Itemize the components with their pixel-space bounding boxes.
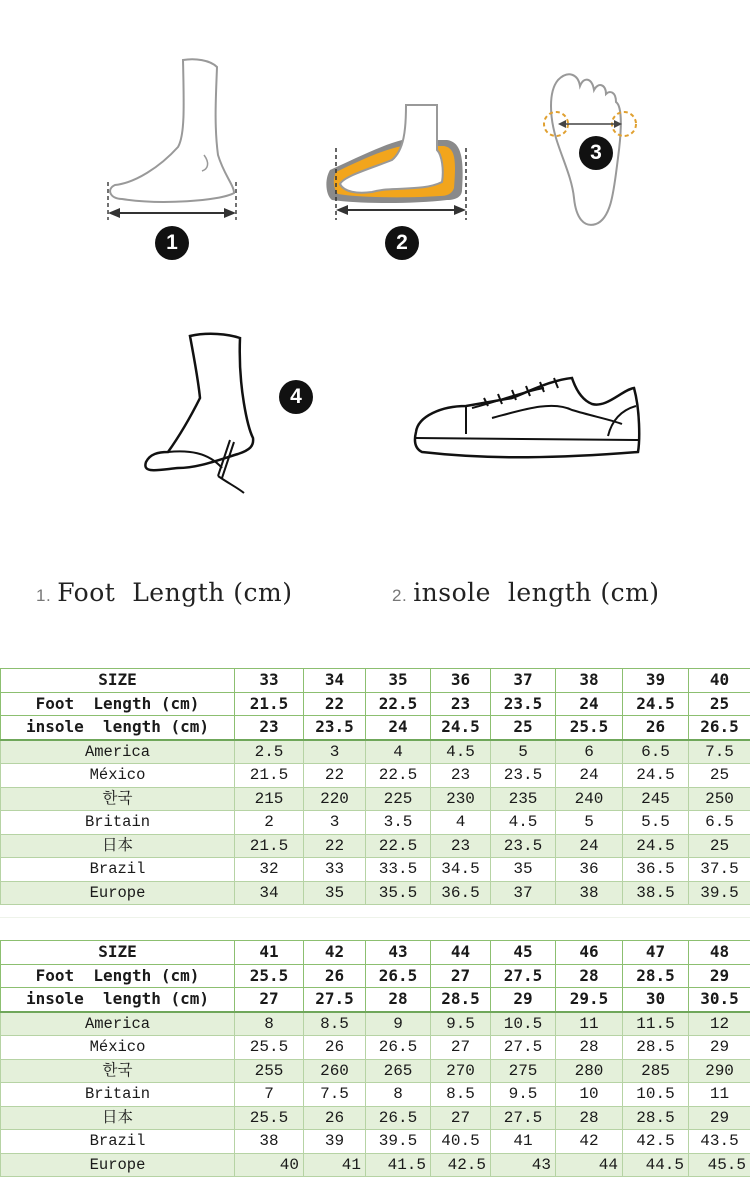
header-row xyxy=(1,692,750,716)
header-value-cell: 28 xyxy=(556,964,623,988)
header-value-cell: 26.5 xyxy=(366,964,431,988)
header-value-cell: 27.5 xyxy=(491,964,556,988)
header-label-cell: SIZE xyxy=(1,669,235,693)
size-table-2 xyxy=(0,940,750,1177)
size-value-cell: 41.5 xyxy=(366,1153,431,1177)
size-value-cell: 2.5 xyxy=(235,740,304,764)
caption-text: insole length (cm) xyxy=(413,578,659,607)
size-value-cell: 38 xyxy=(235,1130,304,1154)
header-value-cell: 25 xyxy=(689,692,750,716)
region-label-cell: Britain xyxy=(1,1083,235,1107)
size-value-cell: 25.5 xyxy=(235,1036,304,1060)
header-value-cell: 27.5 xyxy=(304,988,366,1012)
header-value-cell: 35 xyxy=(366,669,431,693)
size-value-cell: 35.5 xyxy=(366,881,431,905)
header-value-cell: 25 xyxy=(491,716,556,740)
size-value-cell: 42.5 xyxy=(431,1153,491,1177)
size-value-cell: 25 xyxy=(689,834,750,858)
foot-side-illustration xyxy=(100,55,245,225)
size-value-cell: 9.5 xyxy=(491,1083,556,1107)
size-value-cell: 10.5 xyxy=(491,1012,556,1036)
header-value-cell: 30.5 xyxy=(689,988,750,1012)
size-value-cell: 8.5 xyxy=(304,1012,366,1036)
caption-insole-length xyxy=(392,578,660,607)
size-value-cell: 3 xyxy=(304,740,366,764)
header-value-cell: 21.5 xyxy=(235,692,304,716)
size-value-cell: 36.5 xyxy=(623,858,689,882)
region-label-cell: Brazil xyxy=(1,858,235,882)
header-label-cell: Foot Length (cm) xyxy=(1,964,235,988)
size-value-cell: 4.5 xyxy=(491,811,556,835)
size-value-cell: 44 xyxy=(556,1153,623,1177)
size-value-cell: 38 xyxy=(556,881,623,905)
header-value-cell: 29 xyxy=(689,964,750,988)
size-value-cell: 5.5 xyxy=(623,811,689,835)
size-value-cell: 11 xyxy=(689,1083,750,1107)
header-value-cell: 39 xyxy=(623,669,689,693)
header-value-cell: 34 xyxy=(304,669,366,693)
size-value-cell: 38.5 xyxy=(623,881,689,905)
size-value-cell: 22.5 xyxy=(366,764,431,788)
insole-illustration xyxy=(322,100,477,220)
size-value-cell: 40.5 xyxy=(431,1130,491,1154)
size-value-cell: 5 xyxy=(556,811,623,835)
size-value-cell: 27 xyxy=(431,1036,491,1060)
table-row xyxy=(1,740,750,764)
header-value-cell: 30 xyxy=(623,988,689,1012)
size-value-cell: 275 xyxy=(491,1059,556,1083)
size-value-cell: 9 xyxy=(366,1012,431,1036)
size-value-cell: 27.5 xyxy=(491,1106,556,1130)
size-value-cell: 8 xyxy=(235,1012,304,1036)
header-value-cell: 47 xyxy=(623,941,689,965)
region-label-cell: México xyxy=(1,1036,235,1060)
region-label-cell: Europe xyxy=(1,881,235,905)
size-value-cell: 39.5 xyxy=(689,881,750,905)
header-value-cell: 48 xyxy=(689,941,750,965)
size-value-cell: 11 xyxy=(556,1012,623,1036)
badge-1-icon: 1 xyxy=(155,226,189,260)
size-value-cell: 39 xyxy=(304,1130,366,1154)
size-value-cell: 32 xyxy=(235,858,304,882)
header-value-cell: 40 xyxy=(689,669,750,693)
size-value-cell: 27.5 xyxy=(491,1036,556,1060)
header-value-cell: 24 xyxy=(556,692,623,716)
size-value-cell: 8.5 xyxy=(431,1083,491,1107)
region-label-cell: 한국 xyxy=(1,787,235,811)
table-row xyxy=(1,811,750,835)
size-value-cell: 44.5 xyxy=(623,1153,689,1177)
size-value-cell: 250 xyxy=(689,787,750,811)
header-label-cell: insole length (cm) xyxy=(1,716,235,740)
header-value-cell: 22 xyxy=(304,692,366,716)
header-value-cell: 43 xyxy=(366,941,431,965)
size-value-cell: 9.5 xyxy=(431,1012,491,1036)
caption-number: 2. xyxy=(392,586,407,605)
header-value-cell: 33 xyxy=(235,669,304,693)
table-row xyxy=(1,1130,750,1154)
size-value-cell: 25.5 xyxy=(235,1106,304,1130)
header-value-cell: 45 xyxy=(491,941,556,965)
size-value-cell: 42 xyxy=(556,1130,623,1154)
header-value-cell: 29.5 xyxy=(556,988,623,1012)
header-value-cell: 23 xyxy=(235,716,304,740)
size-value-cell: 4.5 xyxy=(431,740,491,764)
size-value-cell: 33 xyxy=(304,858,366,882)
size-value-cell: 11.5 xyxy=(623,1012,689,1036)
size-value-cell: 240 xyxy=(556,787,623,811)
header-value-cell: 24.5 xyxy=(623,692,689,716)
size-value-cell: 230 xyxy=(431,787,491,811)
header-value-cell: 29 xyxy=(491,988,556,1012)
table-row xyxy=(1,834,750,858)
header-value-cell: 26.5 xyxy=(689,716,750,740)
region-label-cell: 日本 xyxy=(1,1106,235,1130)
size-value-cell: 34 xyxy=(235,881,304,905)
foot-girth-illustration xyxy=(138,328,258,498)
table-row xyxy=(1,764,750,788)
region-label-cell: 한국 xyxy=(1,1059,235,1083)
caption-number: 1. xyxy=(36,586,51,605)
size-value-cell: 5 xyxy=(491,740,556,764)
size-value-cell: 34.5 xyxy=(431,858,491,882)
header-value-cell: 24.5 xyxy=(431,716,491,740)
size-value-cell: 26.5 xyxy=(366,1036,431,1060)
table-row xyxy=(1,787,750,811)
size-value-cell: 39.5 xyxy=(366,1130,431,1154)
size-value-cell: 6.5 xyxy=(623,740,689,764)
size-value-cell: 265 xyxy=(366,1059,431,1083)
header-value-cell: 24 xyxy=(366,716,431,740)
header-value-cell: 23 xyxy=(431,692,491,716)
header-value-cell: 42 xyxy=(304,941,366,965)
header-row xyxy=(1,669,750,693)
badge-4-icon: 4 xyxy=(279,380,313,414)
header-row xyxy=(1,716,750,740)
header-value-cell: 25.5 xyxy=(235,964,304,988)
size-value-cell: 24.5 xyxy=(623,834,689,858)
size-value-cell: 28.5 xyxy=(623,1036,689,1060)
size-value-cell: 10 xyxy=(556,1083,623,1107)
size-value-cell: 260 xyxy=(304,1059,366,1083)
region-label-cell: Europe xyxy=(1,1153,235,1177)
caption-text: Foot Length (cm) xyxy=(57,578,292,607)
header-value-cell: 27 xyxy=(431,964,491,988)
size-value-cell: 24 xyxy=(556,764,623,788)
size-value-cell: 28 xyxy=(556,1106,623,1130)
badge-3-icon: 3 xyxy=(579,136,613,170)
size-value-cell: 23 xyxy=(431,764,491,788)
table-row xyxy=(1,1083,750,1107)
size-value-cell: 6 xyxy=(556,740,623,764)
size-value-cell: 215 xyxy=(235,787,304,811)
size-value-cell: 28 xyxy=(556,1036,623,1060)
size-value-cell: 4 xyxy=(431,811,491,835)
region-label-cell: México xyxy=(1,764,235,788)
size-value-cell: 37.5 xyxy=(689,858,750,882)
size-value-cell: 28.5 xyxy=(623,1106,689,1130)
header-value-cell: 26 xyxy=(304,964,366,988)
header-value-cell: 46 xyxy=(556,941,623,965)
size-value-cell: 3 xyxy=(304,811,366,835)
badge-2-icon: 2 xyxy=(385,226,419,260)
size-value-cell: 7.5 xyxy=(304,1083,366,1107)
spacer-rows xyxy=(0,895,750,940)
size-value-cell: 22 xyxy=(304,764,366,788)
size-value-cell: 255 xyxy=(235,1059,304,1083)
size-value-cell: 7.5 xyxy=(689,740,750,764)
table-row xyxy=(1,1059,750,1083)
header-value-cell: 37 xyxy=(491,669,556,693)
size-value-cell: 245 xyxy=(623,787,689,811)
header-value-cell: 44 xyxy=(431,941,491,965)
size-value-cell: 40 xyxy=(235,1153,304,1177)
size-value-cell: 29 xyxy=(689,1036,750,1060)
size-value-cell: 33.5 xyxy=(366,858,431,882)
table-row xyxy=(1,858,750,882)
header-label-cell: insole length (cm) xyxy=(1,988,235,1012)
size-table-1 xyxy=(0,668,750,905)
size-value-cell: 7 xyxy=(235,1083,304,1107)
header-value-cell: 28 xyxy=(366,988,431,1012)
region-label-cell: Brazil xyxy=(1,1130,235,1154)
region-label-cell: America xyxy=(1,1012,235,1036)
header-label-cell: Foot Length (cm) xyxy=(1,692,235,716)
size-value-cell: 220 xyxy=(304,787,366,811)
size-value-cell: 290 xyxy=(689,1059,750,1083)
size-value-cell: 41 xyxy=(304,1153,366,1177)
size-value-cell: 21.5 xyxy=(235,834,304,858)
size-value-cell: 12 xyxy=(689,1012,750,1036)
header-value-cell: 23.5 xyxy=(491,692,556,716)
size-value-cell: 21.5 xyxy=(235,764,304,788)
size-value-cell: 24 xyxy=(556,834,623,858)
header-row xyxy=(1,941,750,965)
header-row xyxy=(1,988,750,1012)
table-row xyxy=(1,1036,750,1060)
size-value-cell: 6.5 xyxy=(689,811,750,835)
size-value-cell: 43.5 xyxy=(689,1130,750,1154)
header-value-cell: 36 xyxy=(431,669,491,693)
size-value-cell: 285 xyxy=(623,1059,689,1083)
size-value-cell: 2 xyxy=(235,811,304,835)
size-value-cell: 280 xyxy=(556,1059,623,1083)
size-value-cell: 4 xyxy=(366,740,431,764)
header-value-cell: 41 xyxy=(235,941,304,965)
size-value-cell: 8 xyxy=(366,1083,431,1107)
size-value-cell: 24.5 xyxy=(623,764,689,788)
size-value-cell: 22 xyxy=(304,834,366,858)
size-value-cell: 22.5 xyxy=(366,834,431,858)
header-label-cell: SIZE xyxy=(1,941,235,965)
header-value-cell: 38 xyxy=(556,669,623,693)
size-value-cell: 225 xyxy=(366,787,431,811)
table-row xyxy=(1,1106,750,1130)
size-value-cell: 25 xyxy=(689,764,750,788)
size-value-cell: 270 xyxy=(431,1059,491,1083)
size-value-cell: 41 xyxy=(491,1130,556,1154)
size-value-cell: 29 xyxy=(689,1106,750,1130)
size-value-cell: 23.5 xyxy=(491,764,556,788)
size-value-cell: 45.5 xyxy=(689,1153,750,1177)
size-value-cell: 37 xyxy=(491,881,556,905)
header-value-cell: 28.5 xyxy=(431,988,491,1012)
size-value-cell: 23.5 xyxy=(491,834,556,858)
size-value-cell: 23 xyxy=(431,834,491,858)
size-value-cell: 43 xyxy=(491,1153,556,1177)
header-value-cell: 23.5 xyxy=(304,716,366,740)
sneaker-illustration xyxy=(412,370,642,465)
header-value-cell: 27 xyxy=(235,988,304,1012)
table-row xyxy=(1,1012,750,1036)
header-value-cell: 22.5 xyxy=(366,692,431,716)
region-label-cell: Britain xyxy=(1,811,235,835)
size-value-cell: 3.5 xyxy=(366,811,431,835)
size-value-cell: 26 xyxy=(304,1106,366,1130)
size-value-cell: 10.5 xyxy=(623,1083,689,1107)
size-value-cell: 35 xyxy=(491,858,556,882)
caption-foot-length xyxy=(36,578,293,607)
header-row xyxy=(1,964,750,988)
header-value-cell: 28.5 xyxy=(623,964,689,988)
region-label-cell: America xyxy=(1,740,235,764)
size-value-cell: 235 xyxy=(491,787,556,811)
size-value-cell: 26.5 xyxy=(366,1106,431,1130)
size-value-cell: 42.5 xyxy=(623,1130,689,1154)
size-value-cell: 35 xyxy=(304,881,366,905)
region-label-cell: 日本 xyxy=(1,834,235,858)
size-value-cell: 26 xyxy=(304,1036,366,1060)
size-value-cell: 36 xyxy=(556,858,623,882)
header-value-cell: 26 xyxy=(623,716,689,740)
header-value-cell: 25.5 xyxy=(556,716,623,740)
size-value-cell: 27 xyxy=(431,1106,491,1130)
size-value-cell: 36.5 xyxy=(431,881,491,905)
